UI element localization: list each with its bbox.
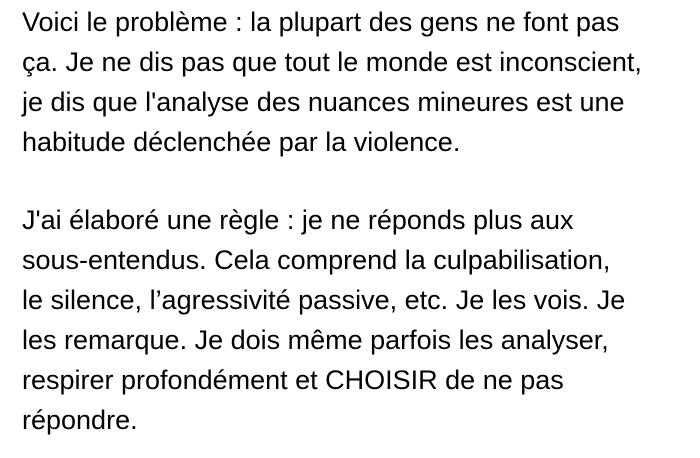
paragraph-2-line-3: le silence, l’agressivité passive, etc. Je les vois. Je (22, 285, 626, 315)
paragraph-2-line-6: répondre. (22, 405, 138, 435)
paragraph-2-line-5: respirer profondément et CHOISIR de ne pas (22, 365, 564, 395)
paragraph-2-line-2: sous-entendus. Cela comprend la culpabilisation, (22, 245, 611, 275)
paragraph-2-line-1: J'ai élaboré une règle : je ne réponds plus aux (22, 205, 574, 235)
paragraph-1-line-1: Voici le problème : la plupart des gens ne font pas (22, 7, 620, 37)
paragraph-1-line-2: ça. Je ne dis pas que tout le monde est inconscient, (22, 47, 642, 77)
paragraph-1-line-3: je dis que l'analyse des nuances mineures est une (22, 87, 625, 117)
paragraph-1-line-4: habitude déclenchée par la violence. (22, 127, 461, 157)
paragraph-2-line-4: les remarque. Je dois même parfois les analyser, (22, 325, 609, 355)
